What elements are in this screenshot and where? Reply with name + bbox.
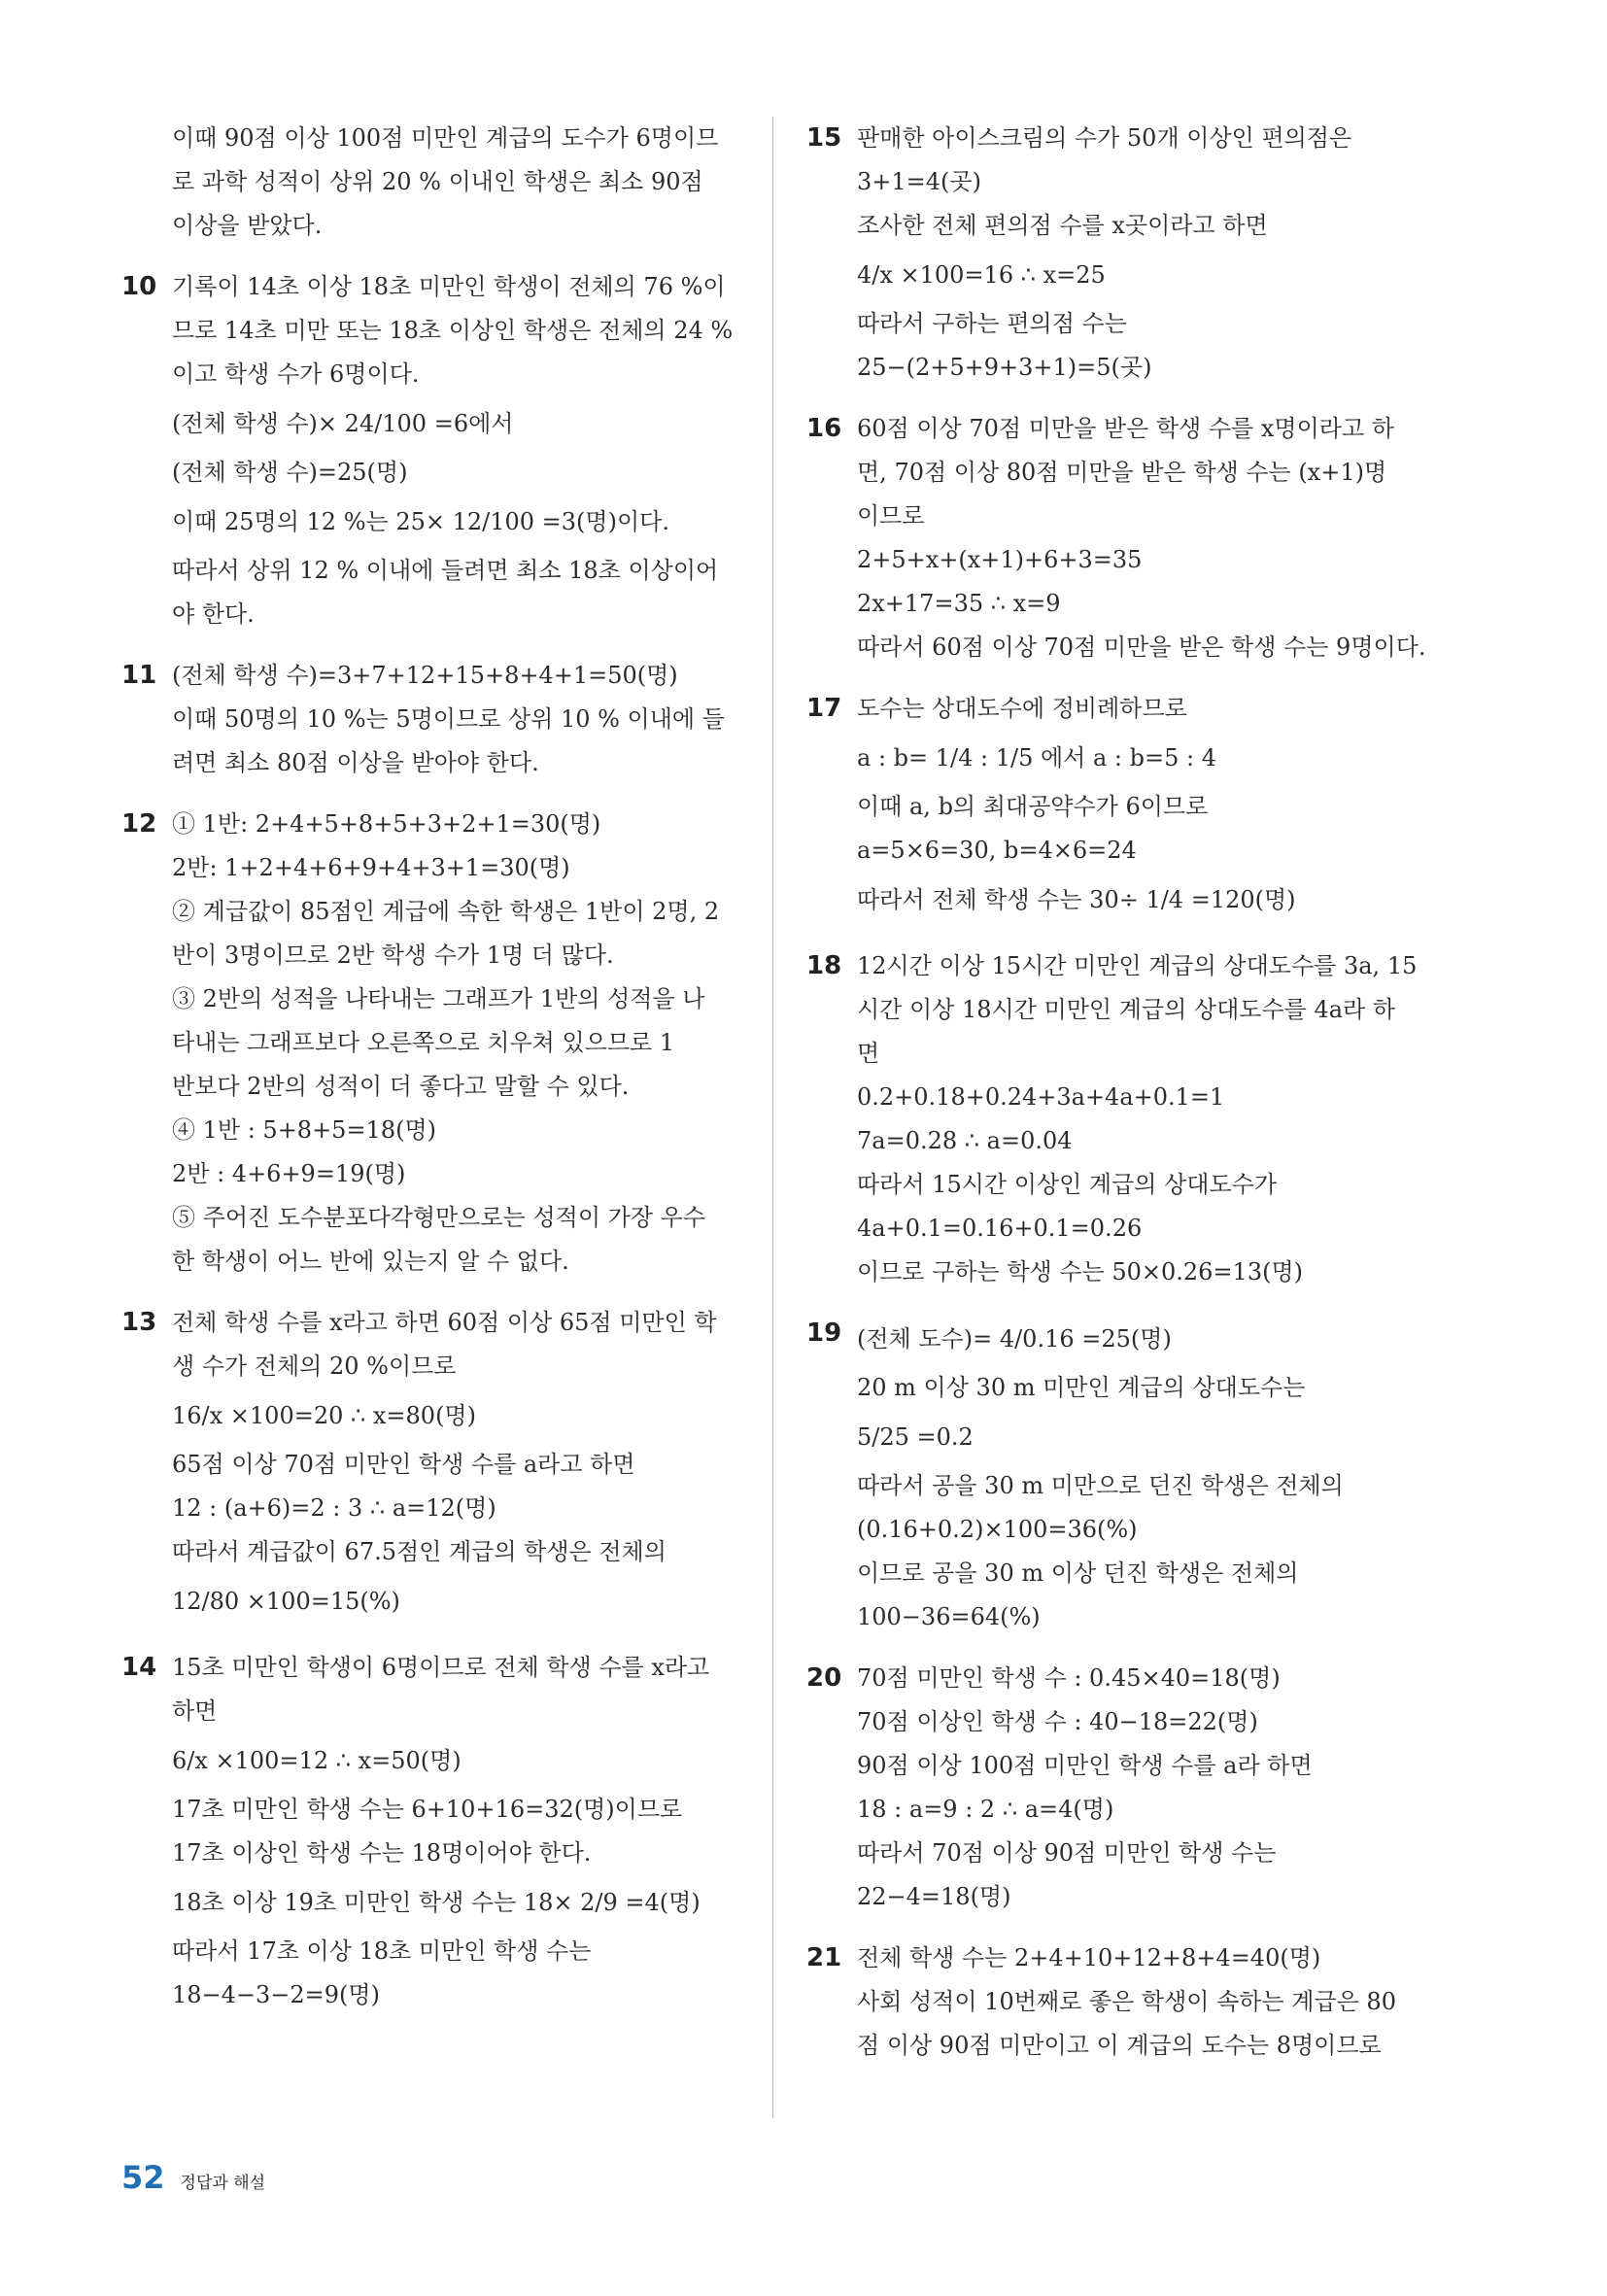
problem-21 — [806, 1936, 1428, 2068]
text-line: 시간 이상 18시간 미만인 계급의 상대도수를 4a라 하 — [857, 996, 1396, 1023]
text-line: 따라서 17초 이상 18초 미만인 학생 수는 — [172, 1937, 592, 1965]
text-line: 이때 a, b의 최대공약수가 6이므로 — [857, 793, 1209, 820]
text-line: 생 수가 전체의 20 %이므로 — [172, 1353, 457, 1380]
problem-number: 16 — [806, 414, 842, 443]
problem-number: 17 — [806, 694, 842, 723]
text-line: 5/25 =0.2 — [857, 1423, 974, 1451]
text-line: 12시간 이상 15시간 미만인 계급의 상대도수를 3a, 15 — [857, 952, 1418, 979]
text-line: 므로 14초 미만 또는 18초 이상인 학생은 전체의 24 % — [172, 317, 734, 344]
text-line: 려면 최소 80점 이상을 받아야 한다. — [172, 749, 539, 776]
text-line: ③ 2반의 성적을 나타내는 그래프가 1반의 성적을 나 — [172, 985, 705, 1012]
problem-20 — [806, 1657, 1428, 1919]
problem-13 — [121, 1301, 743, 1628]
right-column — [806, 117, 1428, 2068]
text-line: 0.2+0.18+0.24+3a+4a+0.1=1 — [857, 1083, 1225, 1111]
text-line: 따라서 계급값이 67.5점인 계급의 학생은 전체의 — [172, 1538, 667, 1565]
text-line: 야 한다. — [172, 600, 255, 628]
text-line: 18 : a=9 : 2 ∴ a=4(명) — [857, 1796, 1114, 1823]
text-line: 사회 성적이 10번째로 좋은 학생이 속하는 계급은 80 — [857, 1988, 1396, 2015]
text-line: 판매한 아이스크림의 수가 50개 이상인 편의점은 — [857, 124, 1352, 152]
text-line: (전체 도수)= 4/0.16 =25(명) — [857, 1325, 1172, 1353]
problem-18 — [806, 944, 1428, 1294]
problem-continued — [121, 117, 743, 248]
text-line: a=5×6=30, b=4×6=24 — [857, 837, 1137, 864]
text-line: ② 계급값이 85점인 계급에 속한 학생은 1반이 2명, 2 — [172, 898, 720, 925]
text-line: 이때 25명의 12 %는 25× 12/100 =3(명)이다. — [172, 508, 669, 535]
problem-14 — [121, 1646, 743, 2017]
text-line: 따라서 구하는 편의점 수는 — [857, 310, 1127, 337]
text-line: 4/x ×100=16 ∴ x=25 — [857, 261, 1106, 289]
text-line: 면, 70점 이상 80점 미만을 받은 학생 수는 (x+1)명 — [857, 459, 1387, 486]
text-line: 18초 이상 19초 미만인 학생 수는 18× 2/9 =4(명) — [172, 1889, 701, 1916]
text-line: 따라서 상위 12 % 이내에 들려면 최소 18초 이상이어 — [172, 557, 719, 584]
text-line: 점 이상 90점 미만이고 이 계급의 도수는 8명이므로 — [857, 2032, 1382, 2059]
text-line: 15초 미만인 학생이 6명이므로 전체 학생 수를 x라고 — [172, 1654, 710, 1681]
text-line: 65점 이상 70점 미만인 학생 수를 a라고 하면 — [172, 1451, 635, 1478]
text-line: (전체 학생 수)=25(명) — [172, 459, 408, 486]
text-line: 반이 3명이므로 2반 학생 수가 1명 더 많다. — [172, 942, 614, 969]
problem-number: 10 — [121, 272, 157, 301]
text-line: 하면 — [172, 1697, 218, 1725]
text-line: 면 — [857, 1040, 880, 1067]
text-line: ① 1반: 2+4+5+8+5+3+2+1=30(명) — [172, 810, 601, 838]
problem-11 — [121, 654, 743, 785]
text-line: 따라서 70점 이상 90점 미만인 학생 수는 — [857, 1839, 1277, 1867]
text-line: 12/80 ×100=15(%) — [172, 1588, 400, 1615]
text-line: 반보다 2반의 성적이 더 좋다고 말할 수 있다. — [172, 1073, 630, 1100]
text-line: 17초 미만인 학생 수는 6+10+16=32(명)이므로 — [172, 1796, 683, 1823]
problem-number: 12 — [121, 809, 157, 839]
text-line: 타내는 그래프보다 오른쪽으로 치우쳐 있으므로 1 — [172, 1029, 675, 1056]
problem-number: 15 — [806, 123, 842, 153]
problem-15 — [806, 117, 1428, 390]
problem-number: 20 — [806, 1663, 842, 1693]
text-line: 전체 학생 수를 x라고 하면 60점 이상 65점 미만인 학 — [172, 1309, 717, 1336]
text-line: 6/x ×100=12 ∴ x=50(명) — [172, 1747, 462, 1774]
text-line: 70점 미만인 학생 수 : 0.45×40=18(명) — [857, 1664, 1281, 1692]
text-line: ⑤ 주어진 도수분포다각형만으로는 성적이 가장 우수 — [172, 1204, 706, 1231]
problem-number: 14 — [121, 1653, 157, 1682]
left-column — [121, 117, 743, 2017]
text-line: 기록이 14초 이상 18초 미만인 학생이 전체의 76 %이 — [172, 273, 726, 300]
problem-10 — [121, 265, 743, 636]
text-line: 20 m 이상 30 m 미만인 계급의 상대도수는 — [857, 1374, 1306, 1401]
text-line: 따라서 전체 학생 수는 30÷ 1/4 =120(명) — [857, 886, 1296, 913]
text-line: 로 과학 성적이 상위 20 % 이내인 학생은 최소 90점 — [172, 168, 703, 195]
problem-12 — [121, 803, 743, 1284]
text-line: 따라서 60점 이상 70점 미만을 받은 학생 수는 9명이다. — [857, 634, 1426, 661]
text-line: 이므로 구하는 학생 수는 50×0.26=13(명) — [857, 1258, 1303, 1285]
text-line: 이상을 받았다. — [172, 212, 323, 239]
text-line: 90점 이상 100점 미만인 학생 수를 a라 하면 — [857, 1752, 1313, 1779]
page-number: 52 — [121, 2159, 165, 2196]
problem-number: 18 — [806, 951, 842, 980]
text-line: ④ 1반 : 5+8+5=18(명) — [172, 1116, 437, 1144]
text-line: 전체 학생 수는 2+4+10+12+8+4=40(명) — [857, 1944, 1321, 1971]
text-line: 3+1=4(곳) — [857, 168, 981, 195]
text-line: 100−36=64(%) — [857, 1603, 1041, 1630]
problem-number: 19 — [806, 1319, 842, 1348]
text-line: 16/x ×100=20 ∴ x=80(명) — [172, 1402, 476, 1429]
text-line: (전체 학생 수)× 24/100 =6에서 — [172, 410, 514, 437]
text-line: 25−(2+5+9+3+1)=5(곳) — [857, 354, 1152, 381]
text-line: (0.16+0.2)×100=36(%) — [857, 1516, 1138, 1543]
text-line: 70점 이상인 학생 수 : 40−18=22(명) — [857, 1708, 1258, 1735]
text-line: 2+5+x+(x+1)+6+3=35 — [857, 546, 1143, 573]
problem-number: 21 — [806, 1943, 842, 1972]
text-line: 12 : (a+6)=2 : 3 ∴ a=12(명) — [172, 1494, 496, 1522]
text-line: a : b= 1/4 : 1/5 에서 a : b=5 : 4 — [857, 744, 1216, 771]
text-line: 따라서 공을 30 m 미만으로 던진 학생은 전체의 — [857, 1472, 1344, 1499]
problem-16 — [806, 407, 1428, 669]
problem-number: 13 — [121, 1308, 157, 1337]
text-line: 이때 50명의 10 %는 5명이므로 상위 10 % 이내에 들 — [172, 705, 725, 733]
text-line: 2반: 1+2+4+6+9+4+3+1=30(명) — [172, 854, 570, 881]
text-line: 이므로 공을 30 m 이상 던진 학생은 전체의 — [857, 1559, 1299, 1587]
text-line: (전체 학생 수)=3+7+12+15+8+4+1=50(명) — [172, 662, 678, 689]
footer-label: 정답과 해설 — [180, 2174, 266, 2193]
text-line: 이때 90점 이상 100점 미만인 계급의 도수가 6명이므 — [172, 124, 719, 152]
text-line: 이므로 — [857, 502, 925, 530]
text-line: 한 학생이 어느 반에 있는지 알 수 없다. — [172, 1248, 569, 1275]
text-line: 이고 학생 수가 6명이다. — [172, 360, 420, 388]
text-line: 18−4−3−2=9(명) — [172, 1981, 380, 2008]
text-line: 7a=0.28 ∴ a=0.04 — [857, 1127, 1073, 1154]
text-line: 2반 : 4+6+9=19(명) — [172, 1160, 406, 1187]
text-line: 조사한 전체 편의점 수를 x곳이라고 하면 — [857, 212, 1268, 239]
text-line: 22−4=18(명) — [857, 1883, 1011, 1910]
text-line: 도수는 상대도수에 정비례하므로 — [857, 695, 1187, 722]
text-line: 4a+0.1=0.16+0.1=0.26 — [857, 1215, 1143, 1242]
text-line: 17초 이상인 학생 수는 18명이어야 한다. — [172, 1839, 592, 1867]
problem-17 — [806, 687, 1428, 927]
column-divider — [772, 117, 773, 2118]
problem-19 — [806, 1312, 1428, 1639]
text-line: 따라서 15시간 이상인 계급의 상대도수가 — [857, 1171, 1277, 1198]
text-line: 60점 이상 70점 미만을 받은 학생 수를 x명이라고 하 — [857, 415, 1394, 442]
problem-number: 11 — [121, 661, 157, 690]
text-line: 2x+17=35 ∴ x=9 — [857, 590, 1061, 617]
page-footer — [121, 2159, 265, 2198]
